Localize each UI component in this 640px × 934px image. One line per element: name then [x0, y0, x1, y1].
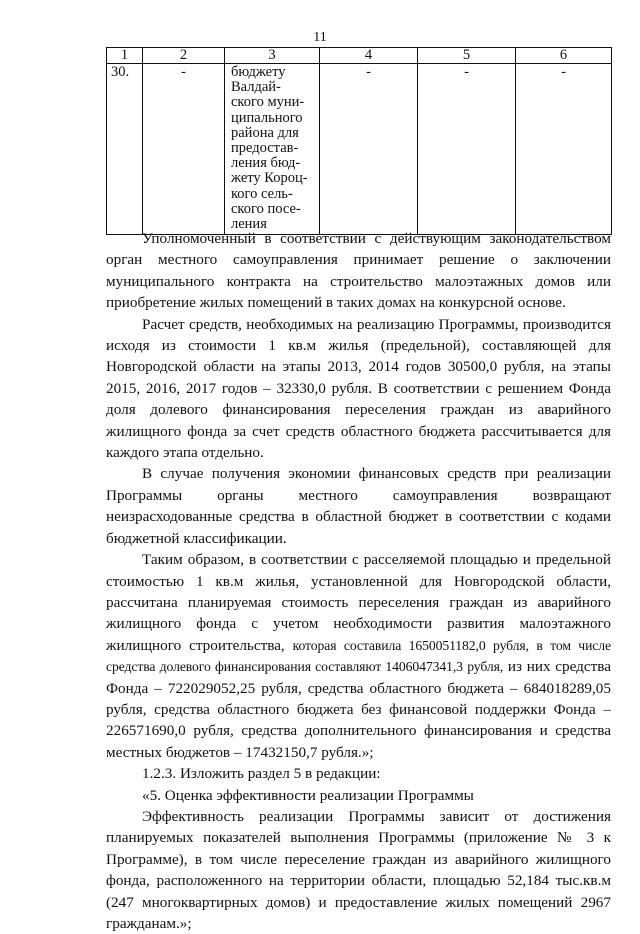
table-header-row [107, 48, 612, 64]
paragraph-text: Таким образом, в соответствии с расселяемой площадью и предельной стоимостью 1 кв.м жилья, установленной для Новгородской области, рассчитана планируемая стоимость переселения граждан из аварийного жилищного фонда с учетом необходимости развития малоэтажного жилищного строительства, [106, 551, 611, 654]
table [106, 47, 612, 235]
paragraph [106, 549, 611, 763]
column-header: 2 [143, 48, 225, 64]
paragraph: 1.2.3. Изложить раздел 5 в редакции: [142, 765, 381, 783]
table-cell: - [418, 64, 516, 235]
table-cell: - [143, 64, 225, 235]
section-heading: «5. Оценка эффективности реализации Программы [142, 786, 474, 804]
column-header: 3 [225, 48, 320, 64]
paragraph-text: которая составила 1650051182,0 рубля, в том числе средства долевого финансирования составляют 1406047341,3 рубля, [106, 637, 611, 675]
paragraph-text: 17432150,7 рубля.»; [245, 743, 374, 761]
paragraph: Эффективность реализации Программы зависит от достижения планируемых показателей выполнения Программы (приложение № 3 к Программе), в том числе переселение граждан из аварийного жилищного фонда, расположенного на территории области, площадью 52,184 тыс.кв.м (247 многоквартирных домов) и предоставление жилых помещений 2967 гражданам.»; [106, 807, 611, 932]
column-header: 5 [418, 48, 516, 64]
document-body [106, 228, 611, 934]
paragraph: Расчет средств, необходимых на реализацию Программы, производится исходя из стоимости 1 кв.м жилья (предельной), составляющей для Новгородской области на этапы 2013, 2014 годов 30500,0 рубля, на этапы 2015, 2016, 2017 годов – 32330,0 рубля. В соответствии с решением Фонда доля долевого финансирования переселения граждан из аварийного жилищного фонда за счет средств областного бюджета рассчитывается для каждого этапа отдельно. [106, 315, 611, 462]
table-cell: - [516, 64, 612, 235]
column-header: 4 [320, 48, 418, 64]
table-row [107, 64, 612, 235]
row-description: бюджету Валдай- ского муни- ципального района для предостав- ления бюд- жету Короц- кого сель- ского посе- ления [225, 64, 320, 235]
table-cell: - [320, 64, 418, 235]
column-header: 1 [107, 48, 143, 64]
paragraph-text: из них средства Фонда – 722029052,25 рубля, средства областного бюджета – 684018289,05 рубля, средства областного бюджета без финансовой поддержки Фонда – 226571690,0 рубля, средства дополнительного финансирования и средства местных бюджетов – [106, 658, 612, 761]
paragraph: В случае получения экономии финансовых средств при реализации Программы органы местного самоуправления возвращают неизрасходованные средства в областной бюджет в соответствии с кодами бюджетной классификации. [106, 465, 611, 547]
column-header: 6 [516, 48, 612, 64]
row-number: 30. [107, 64, 143, 235]
paragraph: Уполномоченный в соответствии с действующим законодательством орган местного самоуправления принимает решение о заключении муниципального контракта на строительство малоэтажных домов или приобретение жилых помещений в таких домах на конкурсной основе. [106, 230, 611, 312]
page-number: 11 [313, 30, 327, 45]
